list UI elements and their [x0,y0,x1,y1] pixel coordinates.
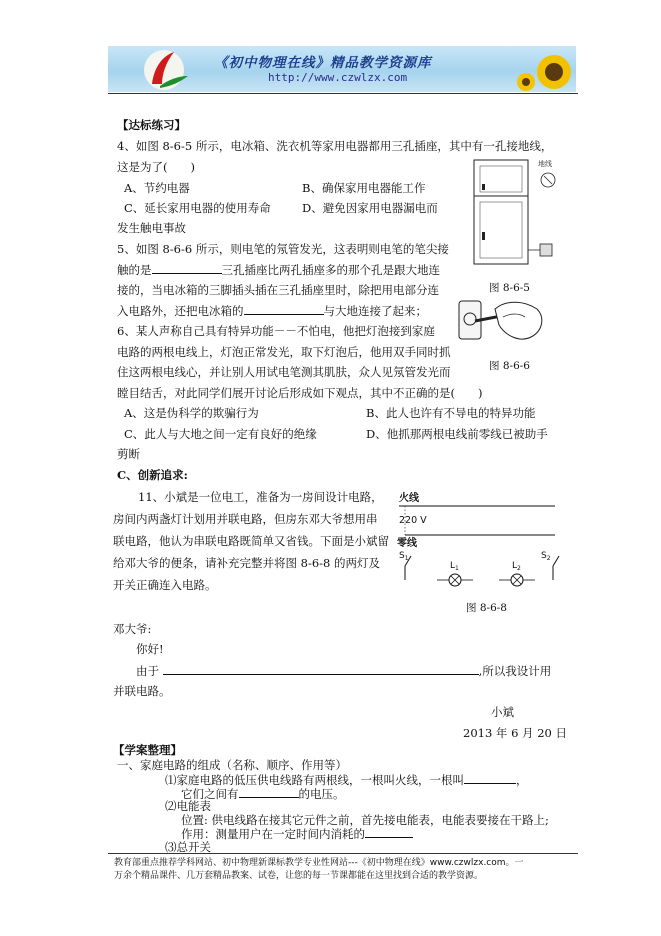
summary-sub2-function [181,826,413,841]
lamp-l2-label: $L_2$ [512,561,521,572]
q5-blank-1[interactable] [152,262,222,274]
summary-sub3: ⑶总开关 [165,840,211,854]
footer-rule [108,853,578,854]
q4-line1: 4、如图 8-6-5 所示，电冰箱、洗衣机等家用电器都用三孔插座，其中有一孔接地线， [117,139,553,153]
fridge-handle-bottom [482,232,485,240]
live-wire-label: 火线 [399,493,419,504]
banner-title: 《初中物理在线》精品教学资源库 [214,55,432,71]
note-because-line [136,663,551,678]
practice-heading: 【达标练习】 [117,118,186,132]
q6-line2: 电路的两根电线上，灯泡正常发光，取下灯泡后，他用双手同时抓 [117,345,451,359]
summary-sub1-b: 它们之间有 [181,787,239,801]
header-rule [108,93,578,94]
switch-s2-label: $S_2$ [541,551,551,562]
fridge-body [474,160,528,264]
footer-line2: 万余个精品课件、几万套精品教案、试卷，让您的每一节课都能在这里找到合适的教学资源。 [114,871,484,881]
q6-line1: 6、某人声称自己具有特异功能－－不怕电，他把灯泡接到家庭 [117,324,435,338]
figure-8-6-6 [455,295,547,353]
figure-8-6-8-caption: 图 8-6-8 [466,602,507,614]
q11-line5: 开关正确连入电路。 [113,578,217,592]
summary-sub1-c: 的电压。 [298,787,345,801]
summary-sub2-function-text: 作用：测量用户在一定时间内消耗的 [181,827,365,841]
q5-line4 [117,303,427,318]
ground-label: 地线 [538,160,552,168]
innovation-heading: C、创新追求: [117,468,188,482]
figure-8-6-5 [462,152,562,277]
q5-line1: 5、如图 8-6-6 所示，则电笔的氖管发光，这表明则电笔的笔尖接 [117,242,449,256]
ground-symbol-stroke [544,176,552,184]
note-because-suffix: ,所以我设计用 [478,664,552,678]
plug-icon [540,244,552,256]
q6-option-b: B、此人也许有不导电的特异功能 [366,406,536,420]
q6-option-c: C、此人与大地之间一定有良好的绝缘 [124,427,317,441]
q11-line2: 房间内两盏灯计划用并联电路，但房东邓大爷想用串 [113,512,378,526]
summary-blank-2[interactable] [239,786,299,798]
note-greeting: 你好! [136,642,164,656]
note-date: 2013 年 6 月 20 日 [463,726,567,740]
q5-line2 [117,262,440,277]
q6-option-a: A、这是伪科学的欺骗行为 [124,406,259,420]
q6-line4: 瞠目结舌，对此同学们展开讨论后形成如下观点，其中不正确的是( ) [117,386,483,400]
q6-option-d: D、他抓那两根电线前零线已被助手 [366,427,548,441]
note-because-blank[interactable] [163,663,479,675]
note-signature: 小斌 [491,705,514,719]
figure-8-6-5-caption: 图 8-6-5 [489,282,530,294]
figure-8-6-8 [393,488,563,598]
summary-sub1-line1: ⑴家庭电路的低压供电线路有两根线，一根叫火线，一根叫 ， [165,773,528,787]
q5-line4b: 与大地连接了起来； [323,304,427,318]
q5-line2b: 三孔插座比两孔插座多的那个孔是跟大地连 [221,263,440,277]
banner-url: http://www.czwlzx.com [268,71,408,84]
sunflower-icon [517,55,571,91]
q11-line3: 联电路，他认为串联电路既简单又省钱。下面是小斌留 [113,534,389,548]
hand-icon [495,302,542,339]
q6-line3: 住这两根电线心，并让别人用试电笔测其肌肤，众人见氖管发光而 [117,365,451,379]
note-salutation: 邓大爷: [113,622,152,636]
q5-line4a: 入电路外，还把电冰箱的 [117,304,244,318]
q5-line2a: 触的是 [117,263,152,277]
summary-blank-1[interactable] [464,772,516,784]
q6-option-d-cont: 剪断 [117,447,140,461]
note-because-line2: 并联电路。 [113,684,171,698]
summary-heading: 【学案整理】 [113,743,182,757]
summary-sub2: ⑵电能表 [165,799,211,813]
q4-option-a: A、节约电器 [124,181,190,195]
switch-s2-lever [553,556,559,566]
q4-option-b: B、确保家用电器能工作 [302,181,426,195]
voltage-label: 220 V [399,515,427,526]
footer-line1: 教育部重点推荐学科网站、初中物理新课标教学专业性网站---《初中物理在线》www.czwlzx.com。一 [114,858,524,868]
fridge-handle-top [482,184,485,190]
lamp-l1-label: $L_1$ [450,561,459,572]
summary-sub1-a: ⑴家庭电路的低压供电线路有两根线，一根叫火线，一根叫 [165,773,464,787]
note-because-prefix: 由于 [136,664,159,678]
neutral-wire-label: 零线 [397,538,417,549]
summary-blank-3[interactable] [365,826,413,838]
q4-line2: 这是为了( ) [117,160,195,174]
figure-8-6-6-caption: 图 8-6-6 [489,360,530,372]
q4-option-d: D、避免因家用电器漏电而 [302,201,438,215]
q5-blank-2[interactable] [244,303,324,315]
q5-line3: 接的，当电冰箱的三脚插头插在三孔插座里时，除把用电部分连 [117,283,439,297]
q4-option-c: C、延长家用电器的使用寿命 [124,201,271,215]
q11-line4: 给邓大爷的便条，请补充完整并将图 8-6-8 的两灯及 [113,556,381,570]
summary-item1: 一、家庭电路的组成（名称、顺序、作用等） [117,758,347,772]
summary-sub2-position: 位置: 供电线路在接其它元件之前，首先接电能表，电能表要接在干路上; [181,813,549,827]
q11-line1: 11、小斌是一位电工，准备为一房间设计电路， [138,490,383,504]
switch-s1-label: $S_1$ [399,551,409,562]
q4-option-d-cont: 发生触电事故 [117,221,186,235]
